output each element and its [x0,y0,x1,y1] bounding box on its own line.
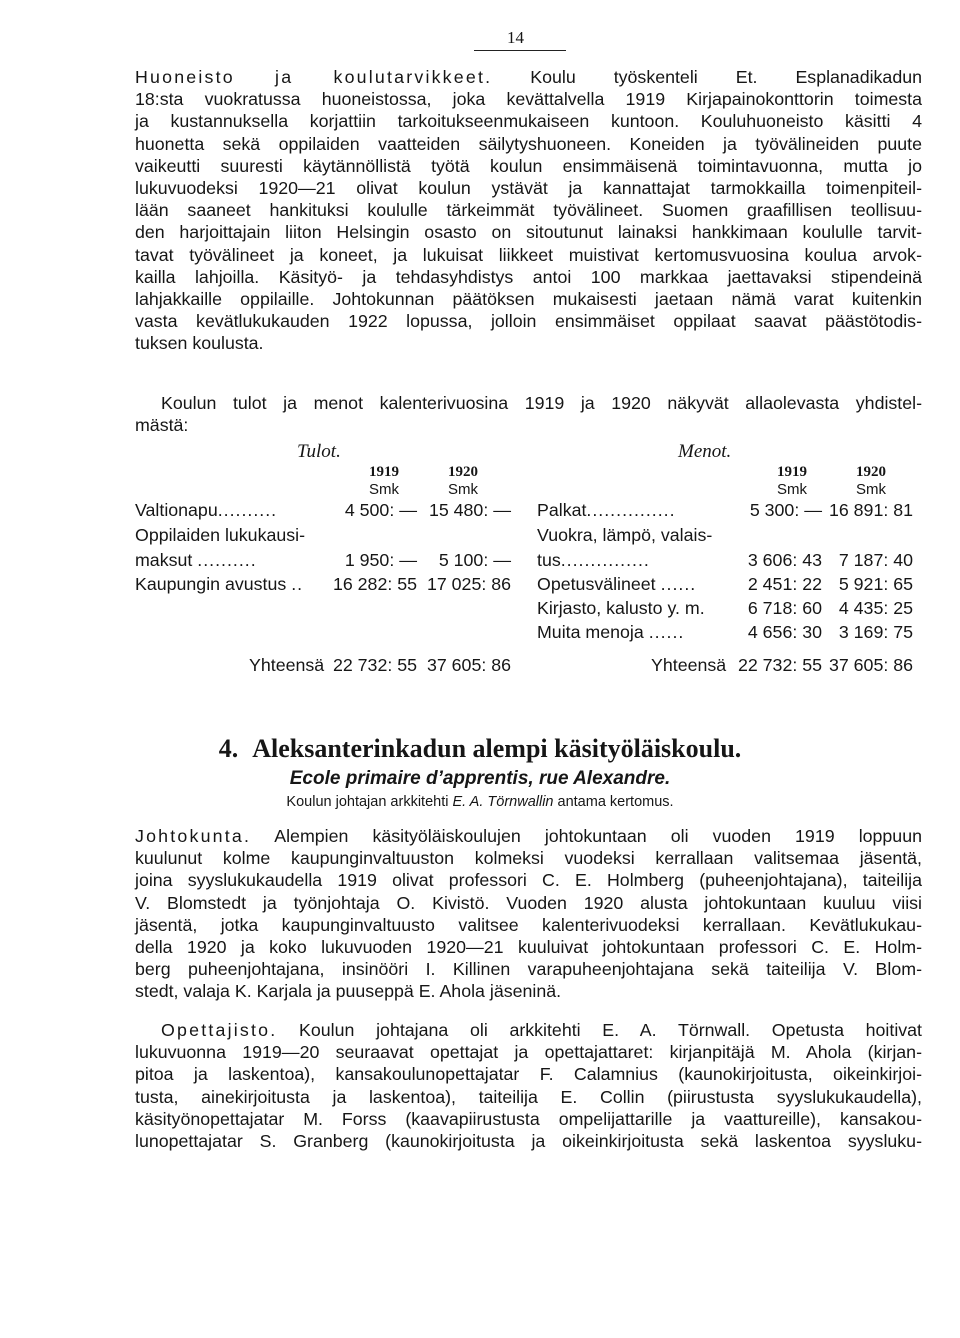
text-line: huonetta sekä oppilaiden vaatteiden säilytyshuoneen. Koneiden ja työvälineiden puute [135,133,922,154]
income-col-1919: 1919 Smk [369,464,399,498]
text-line: tuksen koulusta. [135,333,264,354]
text-line: tavat työvälineet ja koneet, ja lukuisat liikkeet muistivat kertomusvuosina koulua arvok- [135,244,922,265]
paragraph-teachers [135,1019,922,1152]
expenses-total-1920: 37 605: 86 [828,655,913,675]
text-line: kuulunut kolme kaupunginvaltuuston kolmeksi vuodeksi kerrallaan valitsemaa jäsentä, [135,848,922,869]
section-subtitle-french: Ecole primaire d’apprentis, rue Alexandre. [289,768,671,789]
income-row-1920: 15 480: — [428,500,511,520]
section-title [0,734,960,764]
expenses-total-label: Yhteensä [651,655,727,675]
text-line: lunopettajatar S. Granberg (kaunokirjoitusta ja oikeinkirjoitusta sekä laskentoa syysluku- [135,1130,922,1151]
text-line: lukuvuonna 1919—20 seuraavat opettajat ja opettajattaret: kirjanpitäjä M. Ahola (kirjan- [135,1042,922,1063]
expenses-heading: Menot. [678,441,732,462]
text-line: V. Blomstedt ja työnjohtaja O. Kivistö. Vuoden 1920 alusta johtokuntaan kuuluu viisi [135,892,922,913]
text-line: vasta kevätlukukauden 1922 lopussa, jolloin ensimmäiset oppilaat saavat päästötodis- [135,311,922,332]
income-row-1919: 1 950: — [344,550,417,570]
text-line: pitoa ja laskentoa), kansakoulunopettajatar F. Calamnius (kaunokirjoitusta, oikeinkirjoi- [135,1064,922,1085]
expense-row-label: Vuokra, lämpö, valais- [537,525,713,545]
expense-row-1920: 5 921: 65 [838,574,913,594]
text-line: Huoneisto ja koulutarvikkeet. Koulu työskenteli Et. Esplanadikadun [135,67,922,87]
income-row-label: Kaupungin avustus .. [135,574,304,594]
expenses-col-1920: 1920 Smk [856,464,886,498]
text-line: käsityönopettajatar M. Forss (kaavapiirustusta ompelijattarille ja vaattureille), kansakou- [135,1108,922,1129]
expense-row-1920: 7 187: 40 [838,550,913,570]
expense-row-1919: 5 300: — [749,500,822,520]
paragraph-lead: Johtokunta. [135,826,252,846]
text-line: ja kustannuksella korjattiin tarkoitukseenmukaiseen kuntoon. Kouluhuoneisto käsitti 4 [135,111,922,132]
text-line: kailla lahjoilla. Käsityö- ja tehdasyhdistys antoi 100 markkaa jaettavaksi stipendeinä [135,266,922,287]
paragraph-premises [135,66,922,354]
text-line: vaikeutti suuresti käytännöllistä työtä koulun ensimmäisenä toimintavuonna, mutta jo [135,155,922,176]
income-row-1919: 4 500: — [344,500,417,520]
expenses-col-1919: 1919 Smk [777,464,807,498]
expense-row-1919: 4 656: 30 [747,622,822,642]
text-line: mästä: [135,415,189,436]
section-number: 4. [218,734,239,763]
income-row-1919: 16 282: 55 [332,574,417,594]
expense-row-label: Kirjasto, kalusto y. m. [537,598,705,618]
income-total-1920: 37 605: 86 [426,655,511,675]
income-row-label: Valtionapu.......... [135,500,278,520]
text-line: berg puheenjohtajana, insinööri I. Killinen varapuheenjohtajana sekä taiteilija V. Blom- [135,959,922,980]
income-row-1920: 17 025: 86 [426,574,511,594]
income-total-1919: 22 732: 55 [332,655,417,675]
income-total-label: Yhteensä [249,655,325,675]
income-row-label: maksut .......... [135,550,257,570]
expense-row-label: Opetusvälineet ...... [537,574,697,594]
text-line: den harjoittajain liiton Helsingin osasto on sitoutunut lainaksi hankkimaan koululle tarvit- [135,222,922,243]
expense-row-1920: 16 891: 81 [828,500,913,520]
paragraph-lead: Huoneisto ja koulutarvikkeet. [135,67,493,87]
expense-row-label: tus............... [537,550,650,570]
income-heading: Tulot. [297,441,341,462]
text-line: stedt, valaja K. Karjala ja puuseppä E. Ahola jäseninä. [135,981,562,1002]
income-col-1920: 1920 Smk [448,464,478,498]
text-line: lään saaneet hankituksi koululle tärkeimmät työvälineet. Suomen graafillisen teollisuu- [135,200,922,221]
text-line: Opettajisto. Koulun johtajana oli arkkitehti E. A. Törnwall. Opetusta hoitivat [161,1020,922,1040]
text-line: 18:sta vuokratussa huoneistossa, joka kevättalvella 1919 Kirjapainokonttorin toimesta [135,89,922,110]
paragraph-board [135,825,922,1003]
text-line: della 1920 ja koko lukuvuoden 1920—21 kuuluivat johtokuntaan professori C. E. Holm- [135,936,922,957]
text-line: joina syyslukukaudella 1919 olivat professori C. E. Holmberg (puheenjohtajana), taiteilija [135,870,922,891]
expense-row-1919: 2 451: 22 [747,574,822,594]
expense-row-1920: 3 169: 75 [838,622,913,642]
page-number: 14 [507,28,524,47]
paragraph-finance-intro [135,392,922,436]
expense-row-1919: 6 718: 60 [747,598,822,618]
text-line: lukuvuodeksi 1920—21 olivat koulun ystävät ja kannattajat tarmokkailla toimenpiteil- [135,177,922,198]
text-line: lahjakkaille oppilaille. Johtokunnan päätöksen mukaisesti jaetaan nämä varat kuitenkin [135,288,922,309]
text-line: jäsentä, jotka kaupunginvaltuusto valitsee kalenterivuodeksi kerrallaan. Kevätlukukau- [135,914,922,935]
paragraph-lead: Opettajisto. [161,1020,278,1040]
text-line: tusta, ainekirjoitusta ja laskentoa), taiteilija E. Collin (piirustusta syyslukukaudella), [135,1086,922,1107]
income-row-label: Oppilaiden lukukausi- [135,525,306,545]
expense-row-1919: 3 606: 43 [747,550,822,570]
section-title-text: Aleksanterinkadun alempi käsityöläiskoulu. [252,734,742,763]
income-row-1920: 5 100: — [438,550,511,570]
expenses-total-1919: 22 732: 55 [737,655,822,675]
section-byline: Koulun johtajan arkkitehti E. A. Törnwallin antama kertomus. [286,794,674,810]
page-number-rule [474,50,566,51]
expense-row-1920: 4 435: 25 [838,598,913,618]
text-line: Koulun tulot ja menot kalenterivuosina 1919 ja 1920 näkyvät allaolevasta yhdistel- [161,393,922,413]
text-line: Johtokunta. Alempien käsityöläiskoulujen johtokuntaan oli vuoden 1919 loppuun [135,826,922,846]
expense-row-label: Muita menoja ...... [537,622,685,642]
expense-row-label: Palkat............... [537,500,676,520]
